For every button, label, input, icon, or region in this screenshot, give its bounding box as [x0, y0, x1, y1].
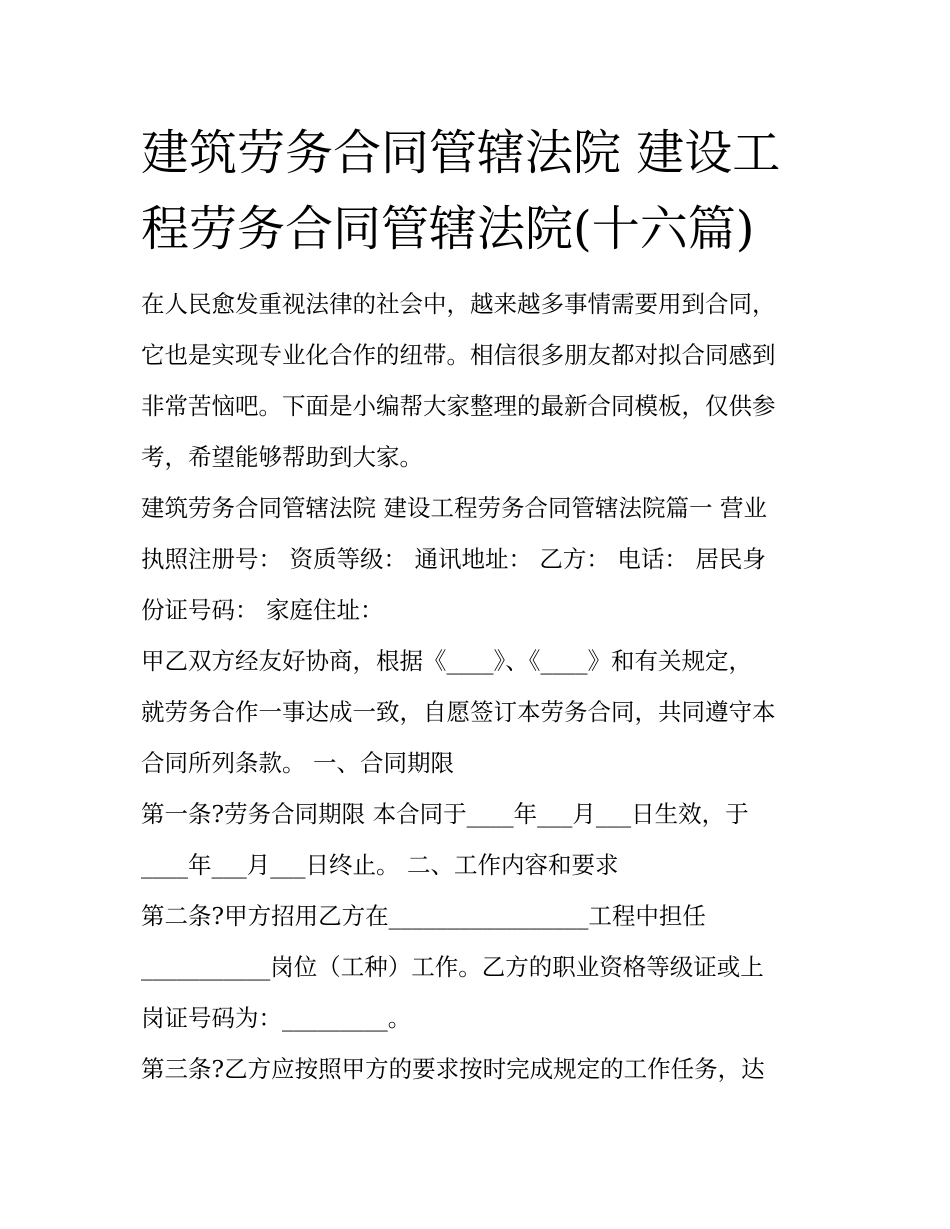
- article-one-line: ____年___月___日终止。 二、工作内容和要求: [141, 851, 619, 879]
- article-two-line: 岗证号码为：_________。: [141, 1004, 412, 1032]
- agreement-line: 就劳务合作一事达成一致，自愿签订本劳务合同，共同遵守本: [141, 698, 776, 726]
- section-one-line: 份证号码： 家庭住址：: [141, 596, 384, 624]
- intro-line: 考，希望能够帮助到大家。: [141, 443, 423, 471]
- intro-paragraph: [141, 279, 821, 483]
- title-spacer: [141, 267, 821, 279]
- intro-line: 在人民愈发重视法律的社会中，越来越多事情需要用到合同，: [141, 290, 776, 318]
- agreement-line: 合同所列条款。 一、合同期限: [141, 749, 454, 777]
- section-one-line: 建筑劳务合同管辖法院 建设工程劳务合同管辖法院篇一 营业: [141, 494, 767, 522]
- intro-line: 它也是实现专业化合作的纽带。相信很多朋友都对拟合同感到: [141, 341, 776, 369]
- article-two-line: ___________岗位（工种）工作。乙方的职业资格等级证或上: [141, 953, 764, 981]
- title-line: 程劳务合同管辖法院(十六篇): [141, 201, 755, 257]
- agreement-line: 甲乙双方经友好协商，根据《____》、《____》和有关规定，: [141, 647, 752, 675]
- article-two-paragraph: [141, 891, 821, 1044]
- article-two-line: 第二条?甲方招用乙方在_________________工程中担任: [141, 902, 706, 930]
- section-one-line: 执照注册号： 资质等级： 通讯地址： 乙方： 电话： 居民身: [141, 545, 766, 573]
- document-content: [141, 115, 821, 1095]
- article-three-paragraph: [141, 1044, 821, 1095]
- title-line: 建筑劳务合同管辖法院 建设工: [141, 125, 781, 181]
- section-one-paragraph: [141, 483, 821, 636]
- article-one-line: 第一条?劳务合同期限 本合同于____年___月___日生效，于: [141, 800, 749, 828]
- intro-line: 非常苦恼吧。下面是小编帮大家整理的最新合同模板，仅供参: [141, 392, 776, 420]
- article-three-line: 第三条?乙方应按照甲方的要求按时完成规定的工作任务，达: [141, 1055, 765, 1083]
- agreement-paragraph: [141, 636, 821, 789]
- document-title: [141, 115, 821, 267]
- article-one-paragraph: [141, 789, 821, 891]
